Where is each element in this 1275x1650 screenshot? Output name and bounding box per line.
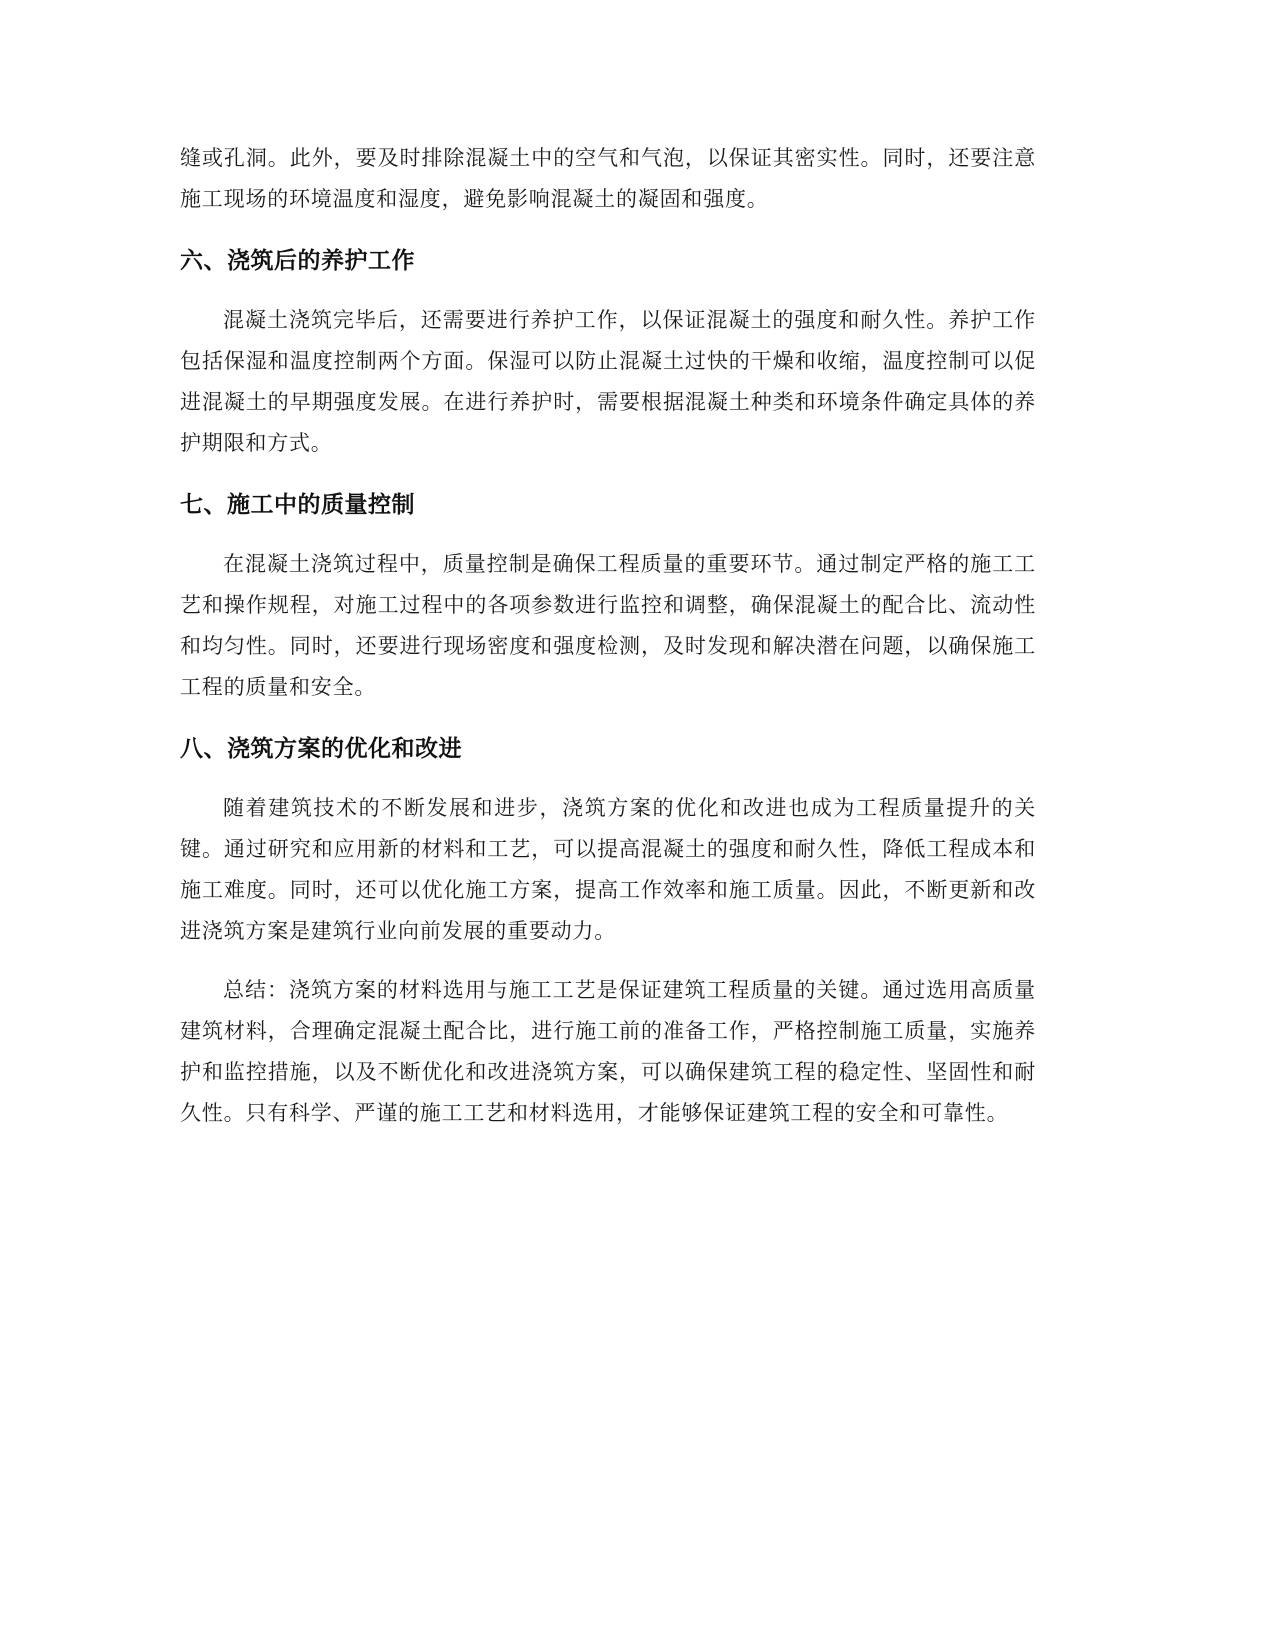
paragraph-optimization: 随着建筑技术的不断发展和进步，浇筑方案的优化和改进也成为工程质量提升的关键。通过研究和应用新的材料和工艺，可以提高混凝土的强度和耐久性，降低工程成本和施工难度。同时，还可以优化施工方案，提高工作效率和施工质量。因此，不断更新和改进浇筑方案是建筑行业向前发展的重要动力。	[180, 796, 1036, 943]
paragraph-summary: 总结：浇筑方案的材料选用与施工工艺是保证建筑工程质量的关键。通过选用高质量建筑材料，合理确定混凝土配合比，进行施工前的准备工作，严格控制施工质量，实施养护和监控措施，以及不断优化和改进浇筑方案，可以确保建筑工程的稳定性、坚固性和耐久性。只有科学、严谨的施工工艺和材料选用，才能够保证建筑工程的安全和可靠性。	[180, 978, 1036, 1125]
paragraph-curing: 混凝土浇筑完毕后，还需要进行养护工作，以保证混凝土的强度和耐久性。养护工作包括保湿和温度控制两个方面。保湿可以防止混凝土过快的干燥和收缩，温度控制可以促进混凝土的早期强度发展。在进行养护时，需要根据混凝土种类和环境条件确定具体的养护期限和方式。	[180, 308, 1036, 455]
paragraph-quality-control: 在混凝土浇筑过程中，质量控制是确保工程质量的重要环节。通过制定严格的施工工艺和操作规程，对施工过程中的各项参数进行监控和调整，确保混凝土的配合比、流动性和均匀性。同时，还要进行现场密度和强度检测，及时发现和解决潜在问题，以确保施工工程的质量和安全。	[180, 552, 1036, 699]
section-heading-7: 七、施工中的质量控制	[180, 492, 415, 518]
document-page	[180, 138, 1036, 1152]
section-heading-8: 八、浇筑方案的优化和改进	[180, 736, 462, 762]
section-heading-6: 六、浇筑后的养护工作	[180, 248, 415, 274]
paragraph-continuation: 缝或孔洞。此外，要及时排除混凝土中的空气和气泡，以保证其密实性。同时，还要注意施工现场的环境温度和湿度，避免影响混凝土的凝固和强度。	[180, 146, 1036, 211]
